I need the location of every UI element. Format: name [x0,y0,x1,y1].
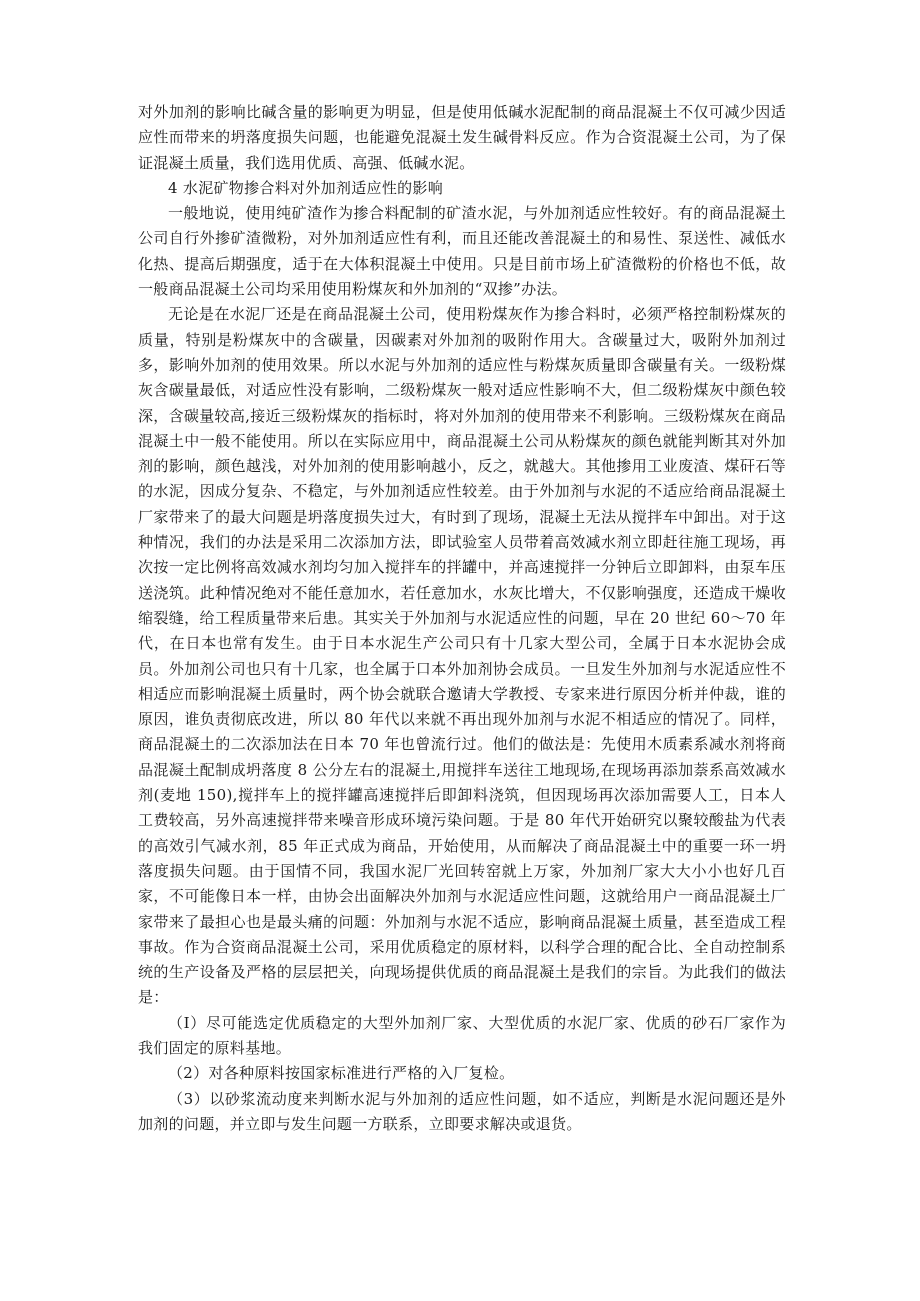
flyash-paragraph: 无论是在水泥厂还是在商品混凝土公司，使用粉煤灰作为掺合料时，必须严格控制粉煤灰的质量，特别是粉煤灰中的含碳量，因碳素对外加剂的吸附作用大。含碳量过大，吸附外加剂过多，影响外加剂的使用效果。所以水泥与外加剂的适应性与粉煤灰质量即含碳量有关。一级粉煤灰含碳量最低，对适应性没有影响，二级粉煤灰一般对适应性影响不大，但二级粉煤灰中颜色较深，含碳量较高,接近三级粉煤灰的指标时，将对外加剂的使用带来不利影响。三级粉煤灰在商品混凝土中一般不能使用。所以在实际应用中，商品混凝土公司从粉煤灰的颜色就能判断其对外加剂的影响，颜色越浅，对外加剂的使用影响越小，反之，就越大。其他掺用工业废渣、煤矸石等的水泥，因成分复杂、不稳定，与外加剂适应性较差。由于外加剂与水泥的不适应给商品混凝土厂家带来了的最大问题是坍落度损失过大，有时到了现场，混凝土无法从搅拌车中卸出。对于这种情况，我们的办法是采用二次添加方法，即试验室人员带着高效减水剂立即赶往施工现场，再次按一定比例将高效减水剂均匀加入搅拌车的拌罐中，并高速搅拌一分钟后立即卸料，由泵车压送浇筑。此种情况绝对不能任意加水，若任意加水，水灰比增大，不仅影响强度，还造成干燥收缩裂缝，给工程质量带来后患。其实关于外加剂与水泥适应性的问题，早在 20 世纪 60～70 年代，在日本也常有发生。由于日本水泥生产公司只有十几家大型公司，全属于日本水泥协会成员。外加剂公司也只有十几家，也全属于口本外加剂协会成员。一旦发生外加剂与水泥适应性不相适应而影响混凝土质量时，两个协会就联合邀请大学教授、专家来进行原因分析并仲裁，谁的原因，谁负责彻底改进，所以 80 年代以来就不再出现外加剂与水泥不相适应的情况了。同样，商品混凝土的二次添加法在日本 70 年也曾流行过。他们的做法是：先使用木质素系减水剂将商品混凝土配制成坍落度 8 公分左右的混凝土,用搅拌车送往工地现场,在现场再添加萘系高效减水剂(麦地 150),搅拌车上的搅拌罐高速搅拌后即卸料浇筑，但因现场再次添加需要人工，日本人工费较高，另外高速搅拌带来噪音形成环境污染问题。于是 80 年代开始研究以聚较酸盐为代表的高效引气减水剂，85 年正式成为商品，开始使用，从而解决了商品混凝土中的重要一环一坍落度损失问题。由于国情不同，我国水泥厂光回转窑就上万家，外加剂厂家大大小小也好几百家，不可能像日本一样，由协会出面解决外加剂与水泥适应性问题，这就给用户一商品混凝土厂家带来了最担心也是最头痛的问题：外加剂与水泥不适应，影响商品混凝土质量，甚至造成工程事故。作为合资商品混凝土公司，采用优质稳定的原材料，以科学合理的配合比、全自动控制系统的生产设备及严格的层层把关，向现场提供优质的商品混凝土是我们的宗旨。为此我们的做法是： [138,305,786,1007]
list-item-2: （2）对各种原料按国家标准进行严格的入厂复检。 [168,1064,515,1083]
intro-paragraph: 对外加剂的影响比碱含量的影响更为明显，但是使用低碱水泥配制的商品混凝土不仅可减少因适应性而带来的坍落度损失问题，也能避免混凝土发生碱骨料反应。作为合资混凝土公司，为了保证混凝土质量，我们选用优质、高强、低碱水泥。 [138,103,786,172]
slag-paragraph: 一般地说，使用纯矿渣作为掺合料配制的矿渣水泥，与外加剂适应性较好。有的商品混凝土公司自行外掺矿渣微粉，对外加剂适应性有利，而且还能改善混凝土的和易性、泵送性、减低水化热、提高后期强度，适于在大体积混凝土中使用。只是目前市场上矿渣微粉的价格也不低，故一般商品混凝土公司均采用使用粉煤灰和外加剂的“双掺”办法。 [138,204,786,299]
section-heading: 4 水泥矿物掺合料对外加剂适应性的影响 [168,178,444,197]
list-item-3: （3）以砂浆流动度来判断水泥与外加剂的适应性问题，如不适应，判断是水泥问题还是外加剂的问题，并立即与发生问题一方联系，立即要求解决或退货。 [138,1089,786,1133]
document-page [138,100,786,1137]
list-item-1: （I）尽可能选定优质稳定的大型外加剂厂家、大型优质的水泥厂家、优质的砂石厂家作为我们固定的原料基地。 [138,1013,786,1057]
